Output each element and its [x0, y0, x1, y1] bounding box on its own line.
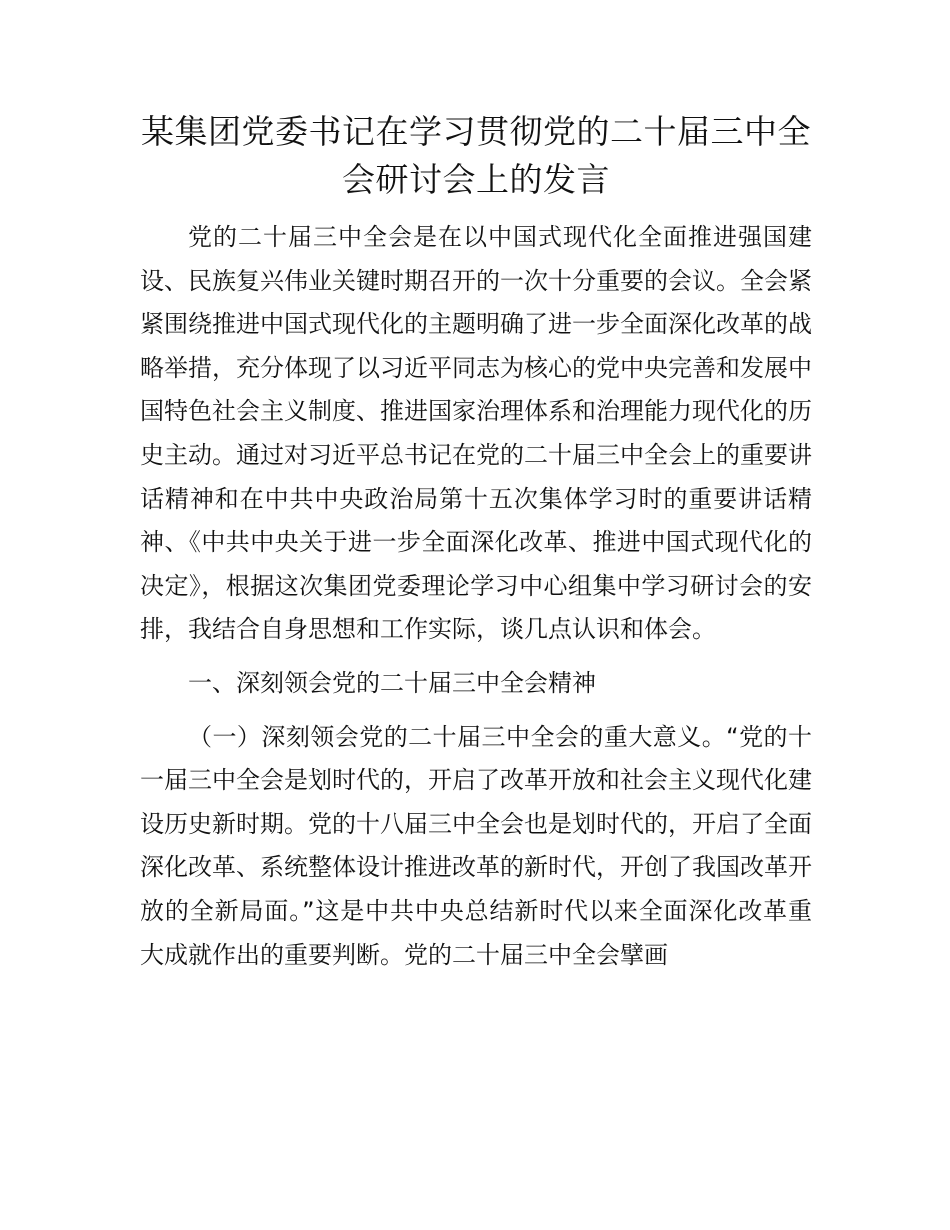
section-heading-1: 一、深刻领会党的二十届三中全会精神	[188, 668, 596, 697]
document-page	[140, 108, 812, 977]
document-title: 某集团党委书记在学习贯彻党的二十届三中全会研讨会上的发言	[141, 112, 811, 199]
body-paragraph-2: （一）深刻领会党的二十届三中全会的重大意义。“党的十一届三中全会是划时代的，开启了改革开放和社会主义现代化建设历史新时期。党的十八届三中全会也是划时代的，开启了全面深化改革、系统整体设计推进改革的新时代，开创了我国改革开放的全新局面。”这是中共中央总结新时代以来全面深化改革重大成就作出的重要判断。党的二十届三中全会擘画	[140, 722, 812, 969]
body-paragraph-1: 党的二十届三中全会是在以中国式现代化全面推进强国建设、民族复兴伟业关键时期召开的一次十分重要的会议。全会紧紧围绕推进中国式现代化的主题明确了进一步全面深化改革的战略举措，充分体现了以习近平同志为核心的党中央完善和发展中国特色社会主义制度、推进国家治理体系和治理能力现代化的历史主动。通过对习近平总书记在党的二十届三中全会上的重要讲话精神和在中共中央政治局第十五次集体学习时的重要讲话精神、《中共中央关于进一步全面深化改革、推进中国式现代化的决定》，根据这次集团党委理论学习中心组集中学习研讨会的安排，我结合自身思想和工作实际，谈几点认识和体会。	[140, 223, 812, 644]
